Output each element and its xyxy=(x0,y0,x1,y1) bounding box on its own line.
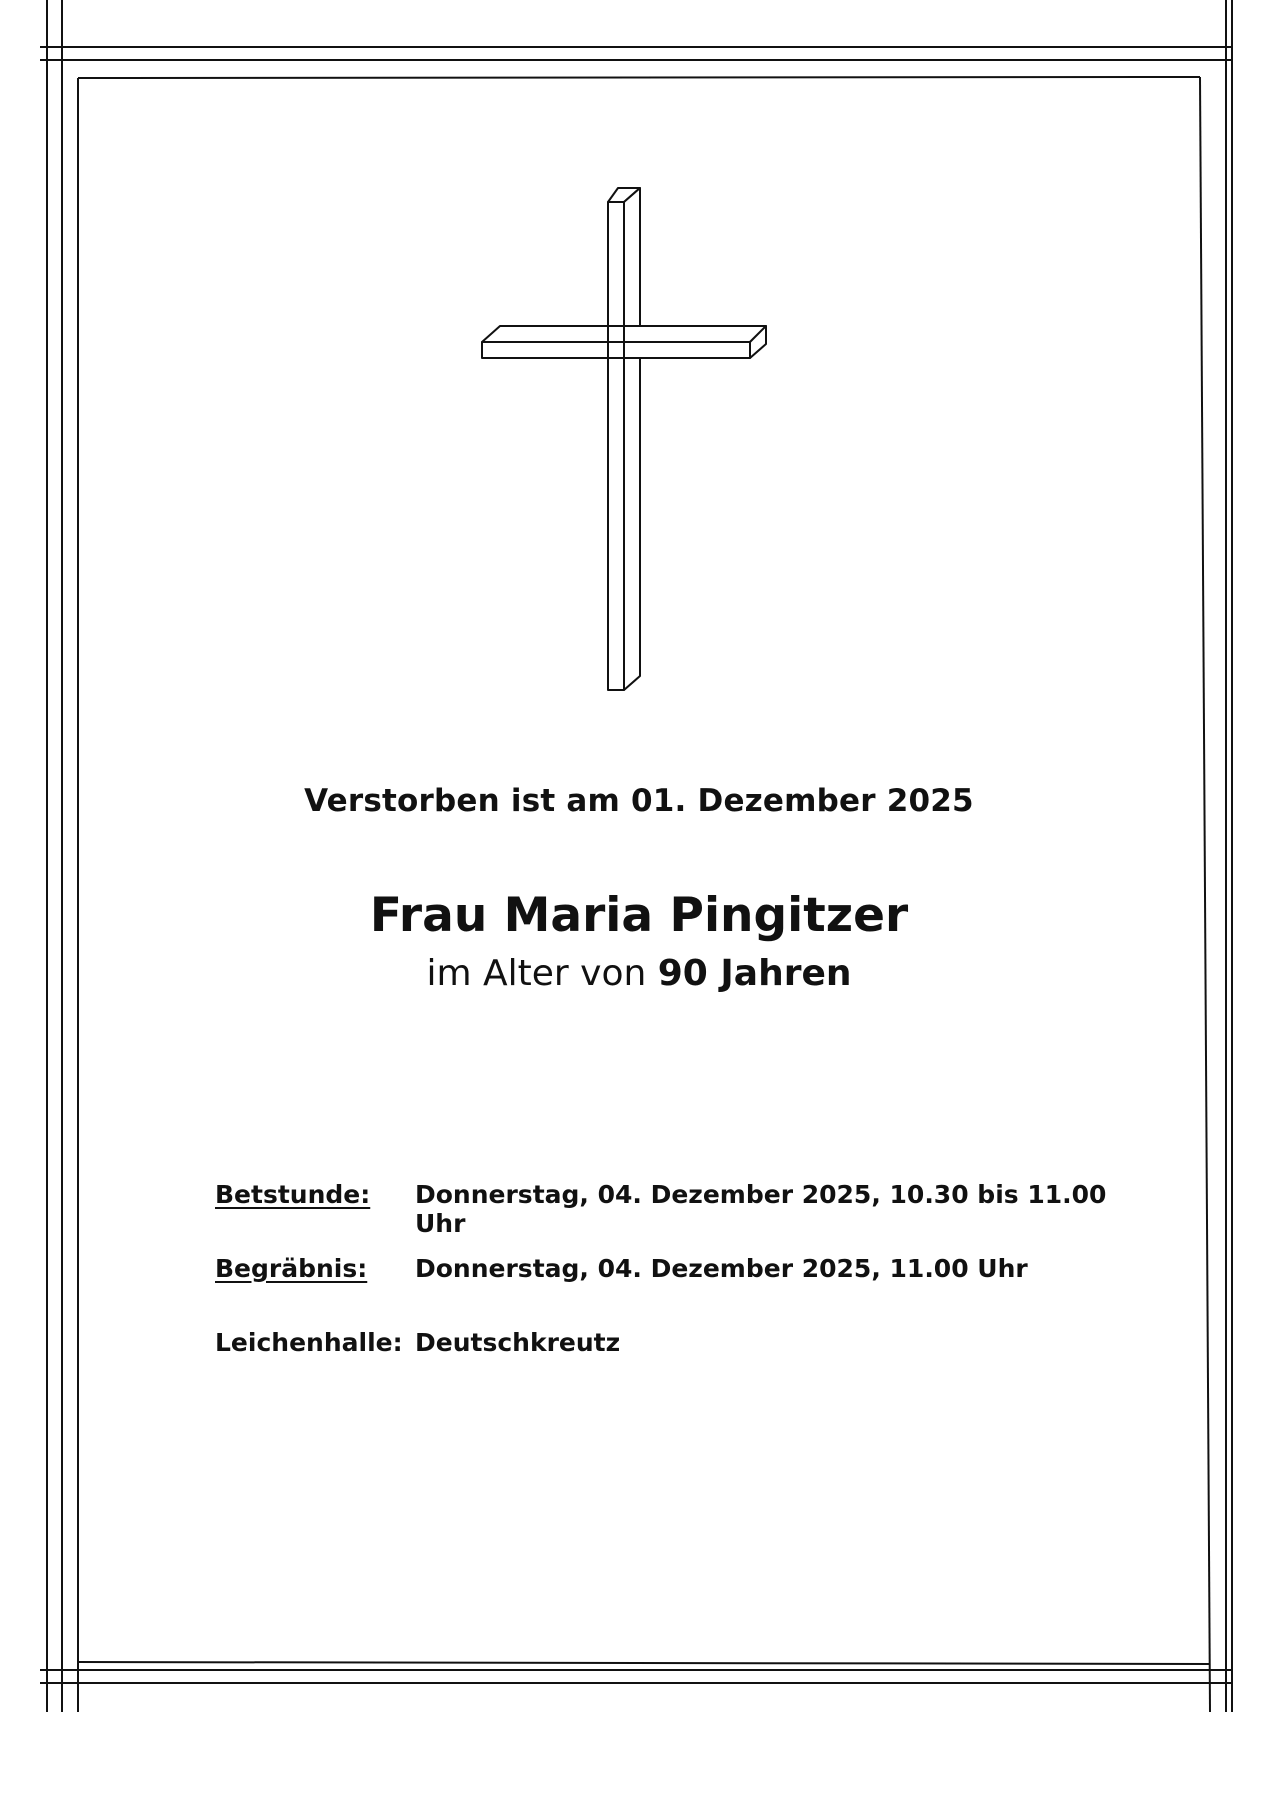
detail-row-betstunde xyxy=(215,1180,1115,1254)
age-value: 90 Jahren xyxy=(657,953,852,994)
detail-row-begraebnis xyxy=(215,1254,1115,1328)
detail-label: Begräbnis: xyxy=(215,1254,368,1283)
detail-value: Deutschkreutz xyxy=(415,1328,621,1357)
cross-icon xyxy=(470,180,770,700)
deceased-date-line: Verstorben ist am 01. Dezember 2025 xyxy=(304,783,974,819)
detail-value: Donnerstag, 04. Dezember 2025, 11.00 Uhr xyxy=(415,1254,1028,1283)
detail-row-leichenhalle xyxy=(215,1328,1115,1402)
funeral-details xyxy=(215,1180,1115,1402)
deceased-name: Frau Maria Pingitzer xyxy=(369,888,909,943)
detail-value: Donnerstag, 04. Dezember 2025, 10.30 bis 11.00 Uhr xyxy=(415,1180,1107,1238)
detail-label: Leichenhalle: xyxy=(215,1328,403,1357)
age-line xyxy=(0,953,1278,994)
age-prefix: im Alter von xyxy=(426,953,658,994)
detail-label: Betstunde: xyxy=(215,1180,371,1209)
